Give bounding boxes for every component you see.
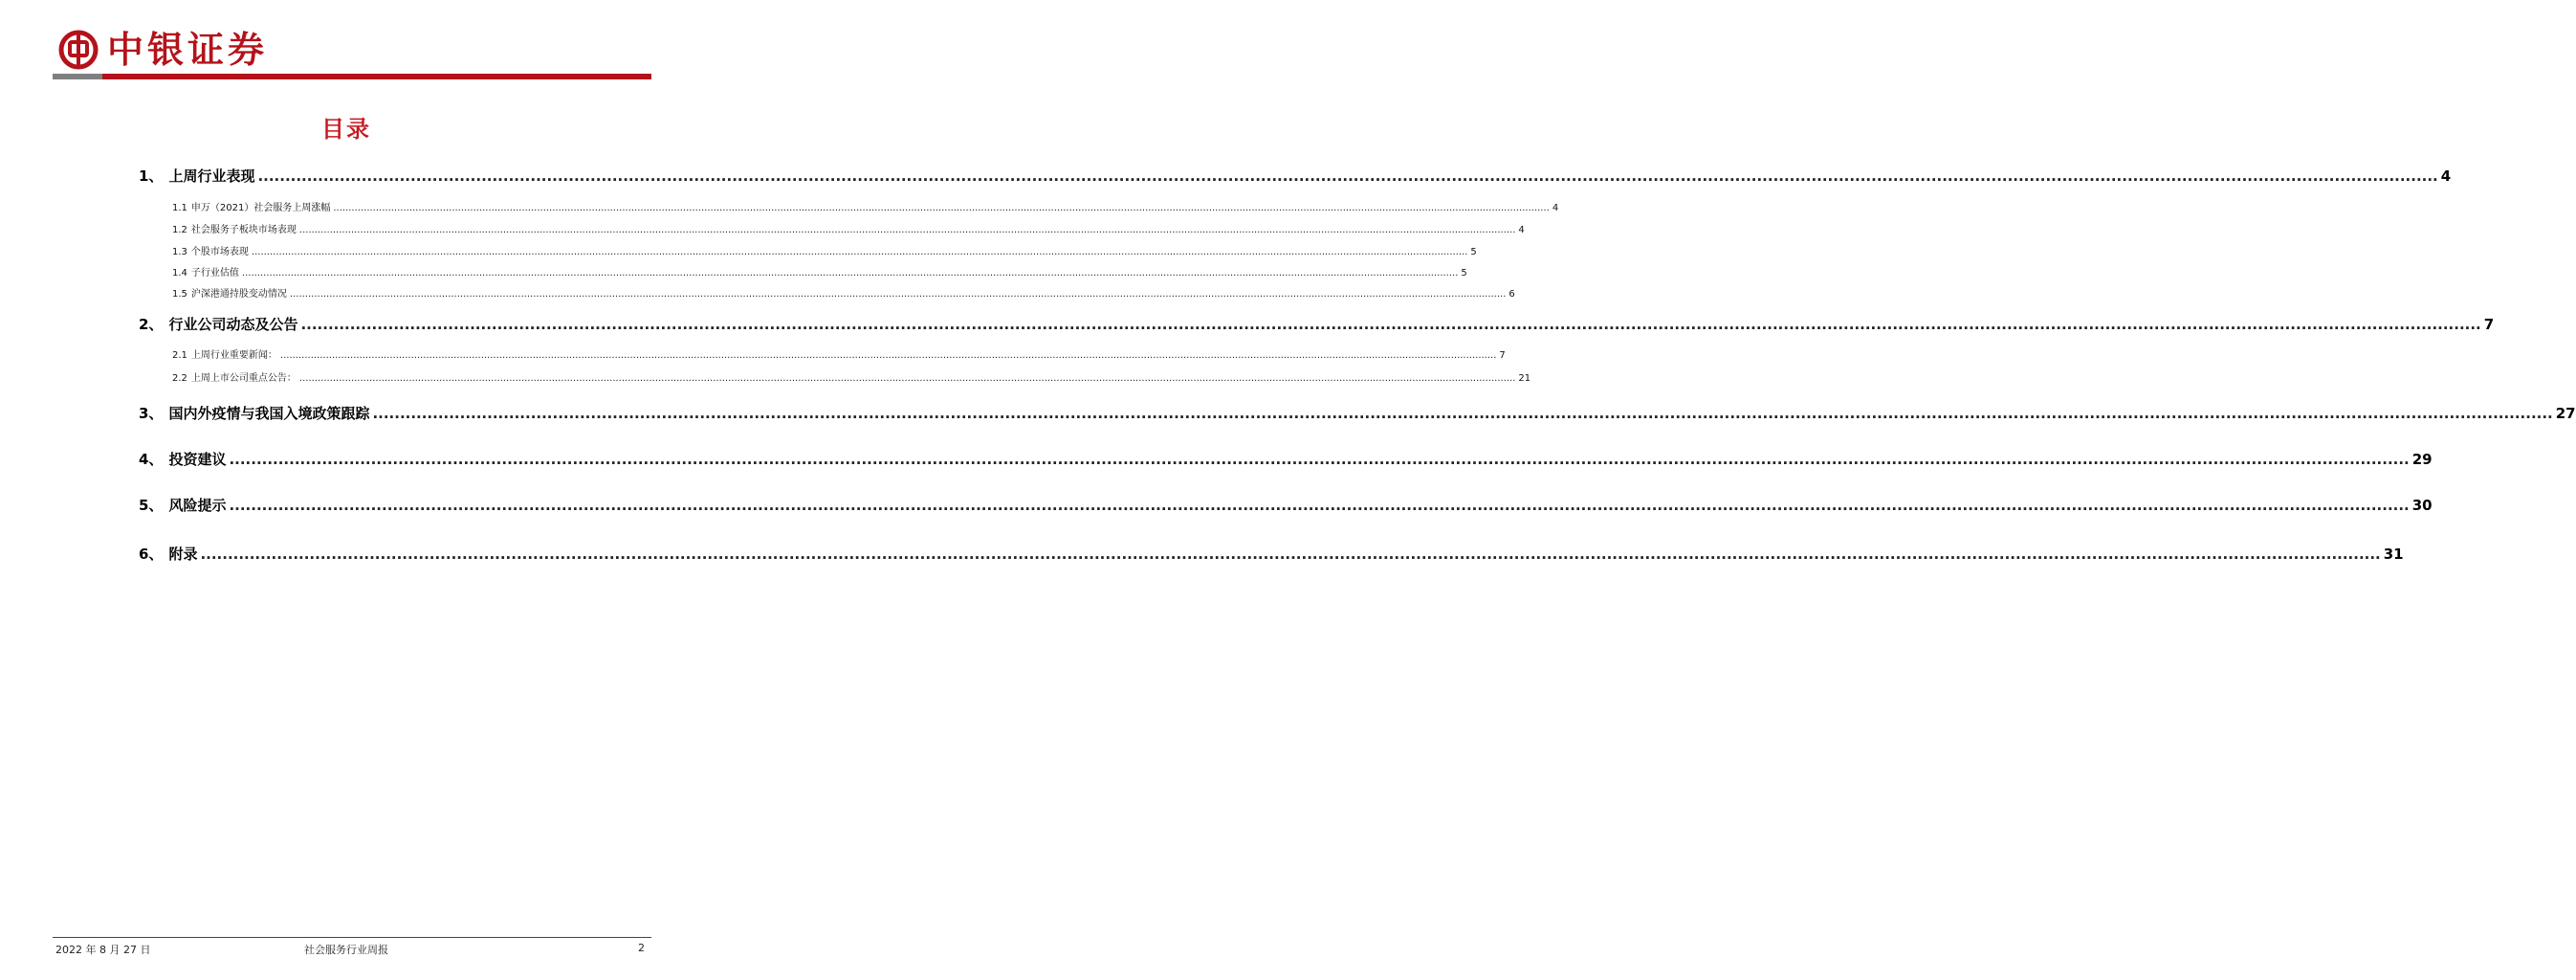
toc-dot-leader: ................................................................................................................................................................................................................................................................................................................................................................................................................ <box>200 546 2381 563</box>
toc-entry[interactable] <box>172 264 1467 278</box>
toc-entry-number: 1.2 <box>172 225 187 235</box>
toc-entry-page: 5 <box>1470 247 1477 257</box>
footer-page-number: 2 <box>638 942 645 954</box>
toc-entry-title <box>172 346 277 361</box>
toc-entry-label: 个股市场表现 <box>190 247 249 257</box>
toc-entry-title <box>139 314 297 334</box>
toc-dot-leader: ................................................................................................................................................................................................................................................................................................................................................................................................................ <box>257 167 2438 185</box>
toc-entry-title <box>139 166 254 186</box>
toc-entry[interactable] <box>139 544 2404 564</box>
footer-report-title: 社会服务行业周报 <box>304 944 388 956</box>
toc-dot-leader: ................................................................................................................................................................................................................................................................................................................................................................................................................ <box>300 316 2481 333</box>
toc-entry[interactable] <box>172 243 1477 257</box>
toc-entry-title <box>172 285 287 300</box>
toc-entry-number: 1.5 <box>172 289 187 300</box>
page-header <box>0 0 693 86</box>
toc-entry-title <box>172 243 249 257</box>
toc-entry[interactable] <box>172 285 1515 300</box>
toc-dot-leader: ................................................................................................................................................................................................................................................................................................................................................................................................................ <box>279 350 1497 361</box>
toc-entry-label: 上周行业重要新闻： <box>190 350 277 361</box>
toc-dot-leader: ................................................................................................................................................................................................................................................................................................................................................................................................................ <box>251 247 1468 257</box>
toc-entry-page: 31 <box>2383 546 2404 563</box>
toc-entry-label: 沪深港通持股变动情况 <box>190 289 287 300</box>
toc-entry-title <box>139 495 226 515</box>
toc-dot-leader: ................................................................................................................................................................................................................................................................................................................................................................................................................ <box>298 373 1516 384</box>
toc-dot-leader: ................................................................................................................................................................................................................................................................................................................................................................................................................ <box>229 497 2410 514</box>
toc-entry-number: 1.4 <box>172 268 187 278</box>
toc-entry-label: 行业公司动态及公告 <box>168 316 298 333</box>
toc-entry[interactable] <box>139 449 2433 469</box>
toc-entry-number: 2.2 <box>172 373 187 384</box>
toc-entry[interactable] <box>172 199 1559 213</box>
toc-entry-page: 21 <box>1518 373 1531 384</box>
toc-entry[interactable] <box>139 495 2433 515</box>
toc-entry-page: 6 <box>1508 289 1515 300</box>
toc-entry-title <box>172 264 239 278</box>
toc-entry-label: 风险提示 <box>168 497 227 514</box>
toc-entry-number: 1.1 <box>172 203 187 213</box>
toc-entry-title <box>172 221 297 235</box>
header-rule-red <box>102 74 651 79</box>
toc-entry-number: 3、 <box>139 405 164 422</box>
toc-entry-label: 附录 <box>168 546 198 563</box>
bank-of-china-logo-icon <box>57 29 99 71</box>
toc-entry[interactable] <box>139 166 2452 186</box>
toc-entry[interactable] <box>172 221 1525 235</box>
footer-date: 2022 年 8 月 27 日 <box>55 944 151 956</box>
toc-entry-page: 7 <box>2483 316 2495 333</box>
toc-title: 目录 <box>321 116 371 143</box>
toc-entry-page: 7 <box>1499 350 1506 361</box>
toc-entry-number: 2、 <box>139 316 164 333</box>
toc-dot-leader: ................................................................................................................................................................................................................................................................................................................................................................................................................ <box>298 225 1516 235</box>
toc-entry-number: 1、 <box>139 167 164 185</box>
toc-entry-title <box>172 369 297 384</box>
toc-entry-number: 6、 <box>139 546 164 563</box>
toc-entry-number: 2.1 <box>172 350 187 361</box>
toc-dot-leader: ................................................................................................................................................................................................................................................................................................................................................................................................................ <box>372 405 2553 422</box>
toc-entry-page: 30 <box>2411 497 2433 514</box>
toc-dot-leader: ................................................................................................................................................................................................................................................................................................................................................................................................................ <box>229 451 2410 468</box>
toc-entry-title <box>139 544 197 564</box>
toc-entry-title <box>139 403 369 423</box>
toc-entry-label: 上周行业表现 <box>168 167 255 185</box>
footer-rule <box>53 937 651 938</box>
toc-entry-number: 4、 <box>139 451 164 468</box>
toc-entry-page: 4 <box>1552 203 1559 213</box>
toc-entry-label: 子行业估值 <box>190 268 239 278</box>
toc-entry-label: 投资建议 <box>168 451 227 468</box>
toc-entry-title <box>139 449 226 469</box>
toc-entry[interactable] <box>172 346 1506 361</box>
toc-entry-page: 4 <box>2440 167 2452 185</box>
toc-entry-page: 4 <box>1518 225 1525 235</box>
toc-dot-leader: ................................................................................................................................................................................................................................................................................................................................................................................................................ <box>333 203 1550 213</box>
toc-entry-page: 29 <box>2411 451 2433 468</box>
toc-entry-title <box>172 199 330 213</box>
toc-entry-label: 申万（2021）社会服务上周涨幅 <box>190 203 331 213</box>
toc-entry-number: 1.3 <box>172 247 187 257</box>
toc-entry-label: 社会服务子板块市场表现 <box>190 225 297 235</box>
toc-entry[interactable] <box>139 314 2495 334</box>
toc-entry-page: 5 <box>1461 268 1467 278</box>
toc-entry-label: 国内外疫情与我国入境政策跟踪 <box>168 405 370 422</box>
header-rule-grey <box>53 74 102 79</box>
toc-entry[interactable] <box>172 369 1531 384</box>
toc-entry-number: 5、 <box>139 497 164 514</box>
toc-entry-label: 上周上市公司重点公告： <box>190 373 297 384</box>
toc-dot-leader: ................................................................................................................................................................................................................................................................................................................................................................................................................ <box>241 268 1459 278</box>
toc-entry[interactable] <box>139 403 2576 423</box>
toc-dot-leader: ................................................................................................................................................................................................................................................................................................................................................................................................................ <box>289 289 1507 300</box>
brand-name: 中银证券 <box>107 28 269 71</box>
toc-entry-page: 27 <box>2555 405 2576 422</box>
